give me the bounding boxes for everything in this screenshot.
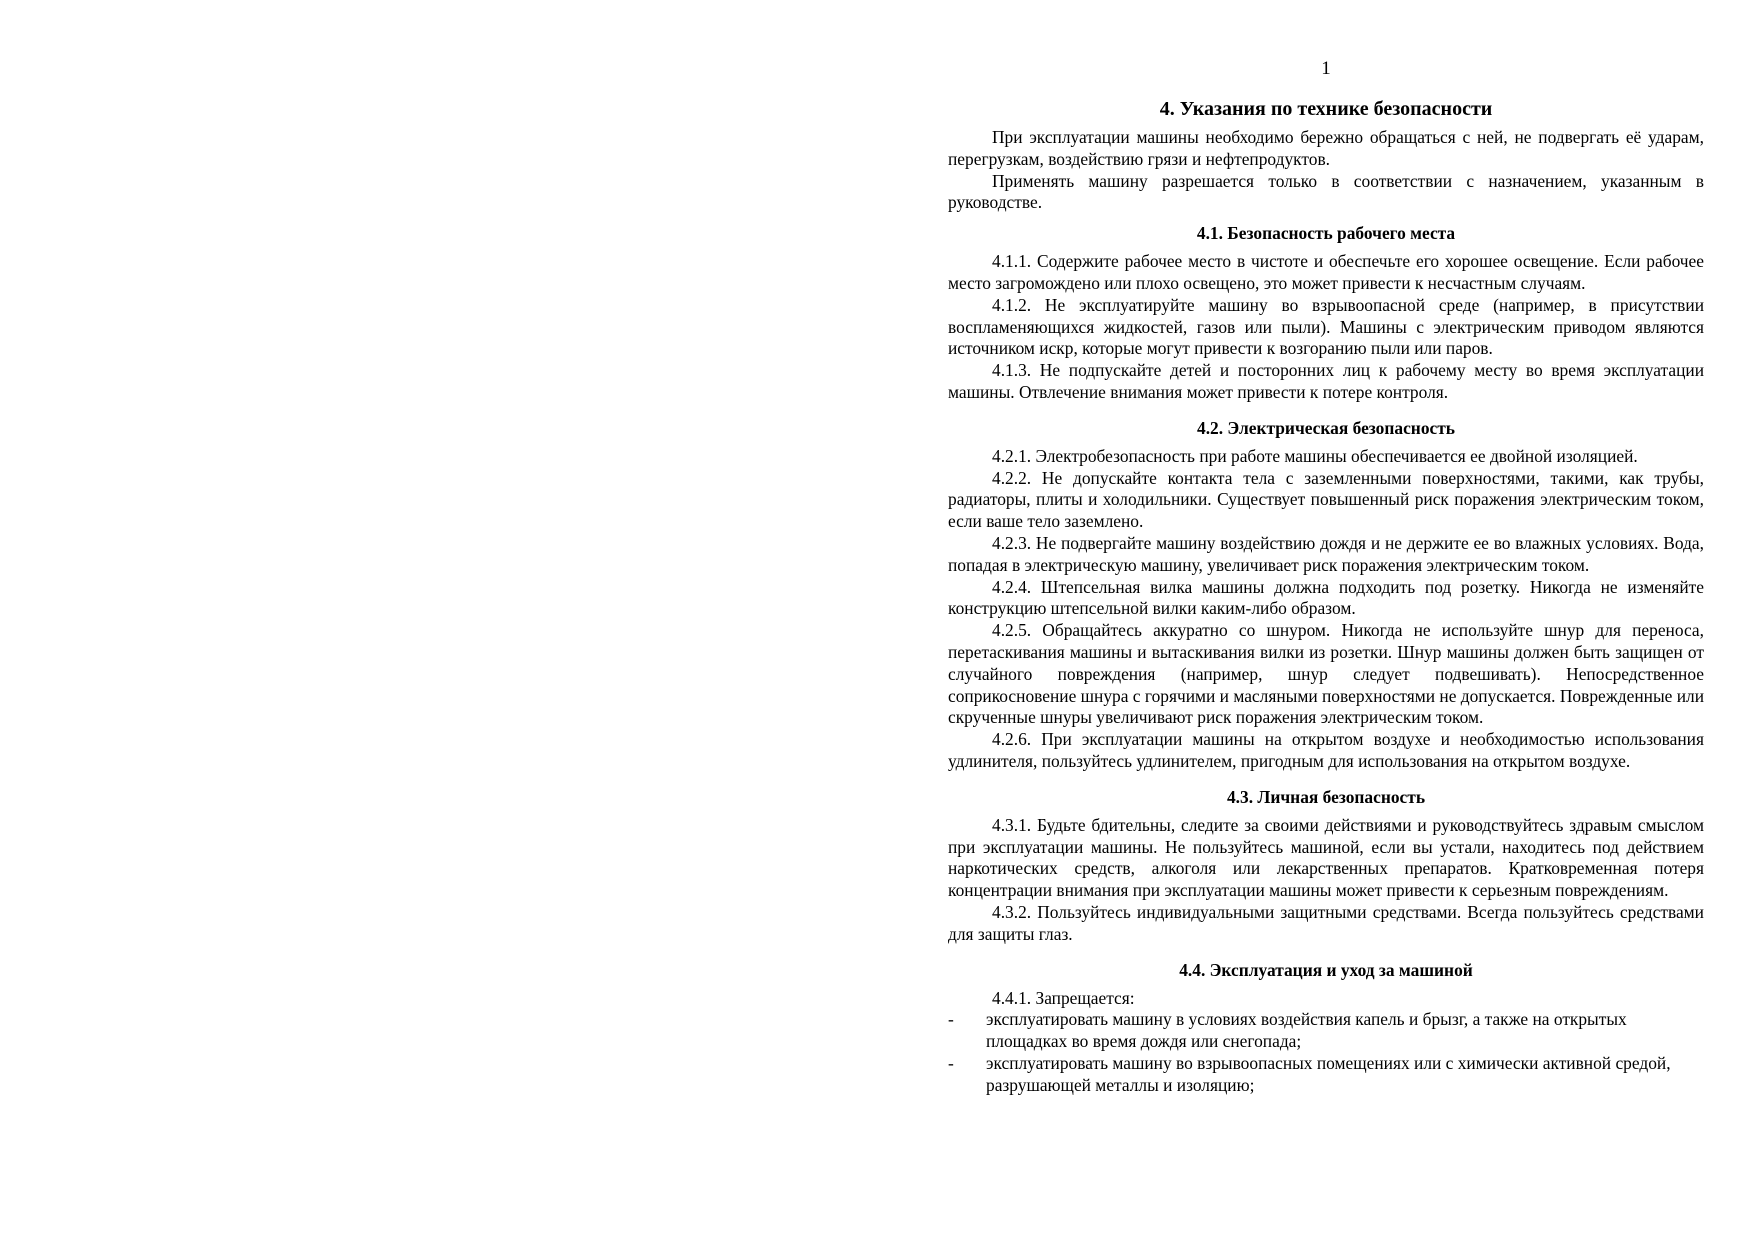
list-item-text: эксплуатировать машину во взрывоопасных помещениях или с химически активной средой, разрушающей металлы и изоляцию;: [986, 1052, 1671, 1095]
paragraph-4-3-2: 4.3.2. Пользуйтесь индивидуальными защитными средствами. Всегда пользуйтесь средствами для защиты глаз.: [948, 901, 1704, 944]
paragraph-4-3-1: 4.3.1. Будьте бдительны, следите за своими действиями и руководствуйтесь здравым смыслом при эксплуатации машины. Не пользуйтесь машиной, если вы устали, находитесь под действием наркотических средств, алкоголя или лекарственных препаратов. Кратковременная потеря концентрации внимания при эксплуатации машины может привести к серьезным повреждениям.: [948, 814, 1704, 901]
document-page: [948, 0, 1704, 1241]
paragraph-4-1-3: 4.1.3. Не подпускайте детей и посторонних лиц к рабочему месту во время эксплуатации машины. Отвлечение внимания может привести к потере контроля.: [948, 360, 1704, 402]
paragraph-4-2-2: 4.2.2. Не допускайте контакта тела с заземленными поверхностями, такими, как трубы, радиаторы, плиты и холодильники. Существует повышенный риск поражения электрическим током, если ваше тело заземлено.: [948, 467, 1704, 532]
intro-paragraph: При эксплуатации машины необходимо бережно обращаться с ней, не подвергать её ударам, перегрузкам, воздействию грязи и нефтепродуктов.: [948, 127, 1704, 169]
paragraph-4-2-6: 4.2.6. При эксплуатации машины на открытом воздухе и необходимостью использования удлинителя, пользуйтесь удлинителем, пригодным для использования на открытом воздухе.: [948, 729, 1704, 771]
paragraph-4-4-1: 4.4.1. Запрещается:: [992, 987, 1135, 1008]
list-dash-icon: -: [948, 1052, 954, 1073]
list-item-text: эксплуатировать машину в условиях воздействия капель и брызг, а также на открытых площадках во время дождя или снегопада;: [986, 1009, 1627, 1052]
section-heading: 4. Указания по технике безопасности: [1159, 98, 1493, 120]
paragraph-4-1-2: 4.1.2. Не эксплуатируйте машину во взрывоопасной среде (например, в присутствии воспламеняющихся жидкостей, газов или пыли). Машины с электрическим приводом являются источником искр, которые могут привести к возгоранию пыли или паров.: [948, 294, 1704, 359]
paragraph-4-2-5: 4.2.5. Обращайтесь аккуратно со шнуром. Никогда не используйте шнур для переноса, перетаскивания машины и вытаскивания вилки из розетки. Шнур машины должен быть защищен от случайного повреждения (например, шнур следует подвешивать). Непосредственное соприкосновение шнура с горячими и масляными поверхностями не допускается. Поврежденные или скрученные шнуры увеличивают риск поражения электрическим током.: [948, 620, 1704, 728]
list-item: [948, 1053, 1704, 1097]
page-content: [948, 97, 1704, 1096]
subsection-heading-4-2: 4.2. Электрическая безопасность: [1197, 417, 1455, 438]
paragraph-4-2-3: 4.2.3. Не подвергайте машину воздействию дождя и не держите ее во влажных условиях. Вода, попадая в электрическую машину, увеличивает риск поражения электрическим током.: [948, 532, 1704, 575]
subsection-heading-4-4: 4.4. Эксплуатация и уход за машиной: [1179, 959, 1473, 980]
paragraph-4-1-1: 4.1.1. Содержите рабочее место в чистоте и обеспечьте его хорошее освещение. Если рабочее место загромождено или плохо освещено, это может привести к несчастным случаям.: [948, 251, 1704, 293]
list-item: [948, 1009, 1704, 1053]
list-dash-icon: -: [948, 1009, 954, 1030]
subsection-heading-4-3: 4.3. Личная безопасность: [1226, 786, 1426, 807]
paragraph-4-2-1: 4.2.1. Электробезопасность при работе машины обеспечивается ее двойной изоляцией.: [992, 445, 1638, 466]
paragraph-4-2-4: 4.2.4. Штепсельная вилка машины должна подходить под розетку. Никогда не изменяйте конструкцию штепсельной вилки каким-либо образом.: [948, 576, 1704, 619]
page-number: 1: [1321, 58, 1331, 79]
intro-paragraph: Применять машину разрешается только в соответствии с назначением, указанным в руководстве.: [948, 170, 1704, 213]
blank-left-page: [0, 0, 877, 1241]
subsection-heading-4-1: 4.1. Безопасность рабочего места: [1196, 223, 1456, 244]
